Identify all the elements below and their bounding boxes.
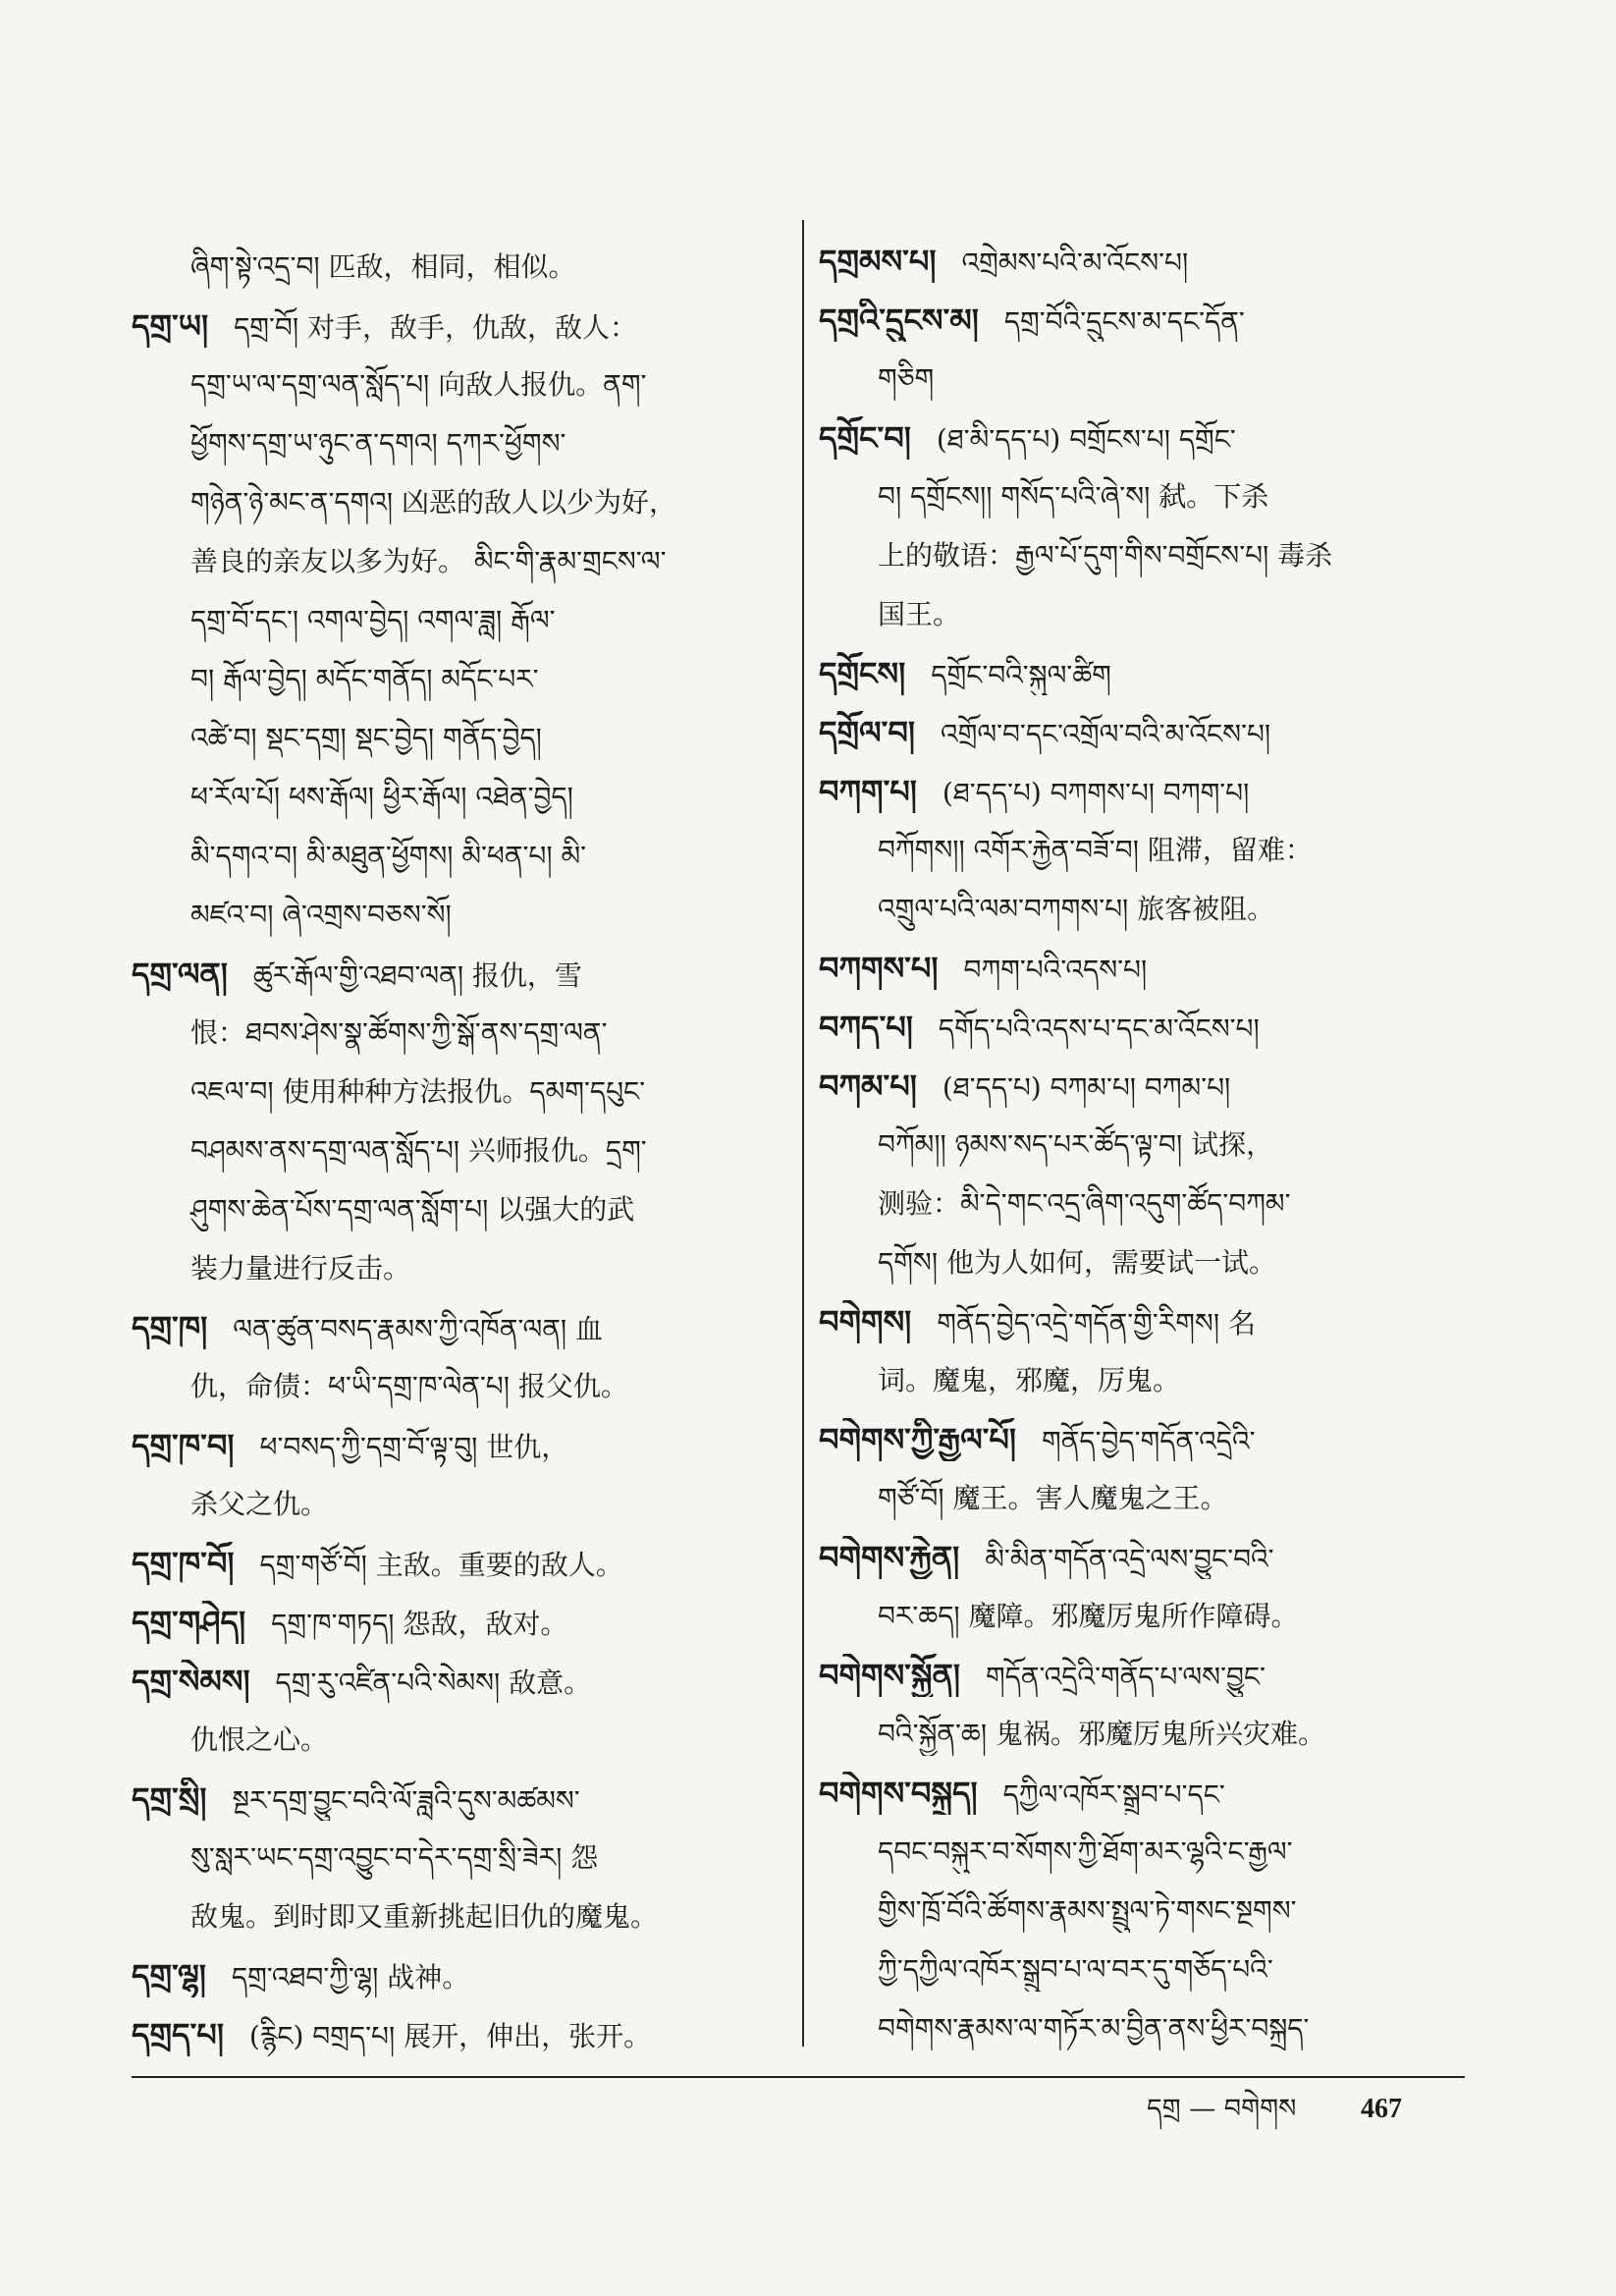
continuation-line [819, 475, 1479, 519]
continuation-line [132, 540, 780, 583]
definition-text: 上的敬语：རྒྱལ་པོ་དུག་གིས་བགྲོངས་པ། 毒杀 [878, 539, 1333, 572]
definition-text: འགྲོལ་བ་དང་འགྲོལ་བའི་མ་འོངས་པ། [940, 718, 1271, 750]
entry-line [819, 1654, 1479, 1697]
continuation-line [132, 1247, 780, 1290]
continuation-line [819, 1182, 1479, 1226]
definition-text: བའི་སྐྱོན་ཆ། 鬼祸。邪魔厉鬼所兴灾难。 [878, 1718, 1325, 1750]
entry-line [132, 1306, 780, 1349]
definition-text: ཕ་བསད་ཀྱི་དགྲ་བོ་ལྟ་བུ། 世仇， [259, 1431, 569, 1463]
entry-line [132, 1601, 780, 1644]
definition-text: བ། རྒོལ་བྱེད། མདོང་གནོད། མདོང་པར་ [190, 663, 539, 695]
definition-text: ཕ་རོལ་པོ། ཕས་རྒོལ། ཕྱིར་རྒོལ། འཐེན་བྱེད། [190, 781, 573, 813]
continuation-line [819, 888, 1479, 931]
left-column [132, 246, 780, 2072]
definition-text: (ཐ་དད་པ) བཀགས་པ། བཀག་པ། [942, 777, 1250, 809]
definition-text: གནོད་བྱེད་གདོན་འདྲེའི་ [1042, 1425, 1256, 1457]
definition-text: 词。魔鬼，邪魔，厉鬼。 [878, 1364, 1181, 1396]
entry-line [819, 1300, 1479, 1343]
entry-line [132, 1424, 780, 1467]
continuation-line [819, 1713, 1479, 1756]
headword: བགེགས་བསྐྲད། [819, 1775, 978, 1812]
definition-text: 仇，命债：ཕ་ཡི་དགྲ་ཁ་ལེན་པ། 报父仇。 [190, 1370, 628, 1402]
definition-text: དགོས། 他为人如何，需要试一试。 [878, 1246, 1276, 1279]
continuation-line [132, 246, 780, 289]
definition-text: སུ་སླར་ཡང་དགྲ་འབྱུང་བ་དེར་དགྲ་སྲི་ཟེར། 怨 [190, 1841, 599, 1874]
definition-text: བགེགས་རྣམས་ལ་གཏོར་མ་བྱིན་ནས་ཕྱིར་བསྐྲད་ [878, 2012, 1310, 2045]
definition-text: 恨：ཐབས་ཤེས་སྣ་ཚོགས་ཀྱི་སྒོ་ནས་དགྲ་ལན་ [190, 1016, 608, 1049]
headword: བཀག་པ། [819, 773, 917, 810]
continuation-line [819, 1948, 1479, 1992]
continuation-line [132, 658, 780, 701]
continuation-line [132, 1365, 780, 1408]
headword: བགེགས། [819, 1303, 912, 1340]
definition-text: འཚེ་བ། སྡང་དགྲ། སྡང་བྱེད། གནོད་བྱེད། [190, 722, 542, 754]
headword: བགེགས་རྐྱེན། [819, 1539, 960, 1576]
headword: དགྲམས་པ། [819, 243, 937, 280]
entry-line [819, 947, 1479, 990]
definition-text: གདོན་འདྲེའི་གནོད་པ་ལས་བྱུང་ [985, 1661, 1266, 1693]
column-divider [802, 220, 804, 2047]
continuation-line [819, 1477, 1479, 1520]
continuation-line [132, 1836, 780, 1880]
definition-text: མི་མིན་གདོན་འདྲེ་ལས་བྱུང་བའི་ [985, 1543, 1274, 1575]
continuation-line [132, 1129, 780, 1173]
definition-text: (ཐ་མི་དད་པ) བགྲོངས་པ། དགྲོང་ [936, 423, 1236, 456]
continuation-line [132, 1719, 780, 1762]
definition-text: བཀོགས།། འགོར་རྐྱེན་བཟོ་བ། 阻滞，留难： [878, 834, 1313, 866]
entry-line [819, 652, 1479, 695]
definition-text: དབང་བསྐུར་བ་སོགས་ཀྱི་ཐོག་མར་ལྷའི་ང་རྒྱལ་ [878, 1835, 1293, 1868]
entry-line [132, 2013, 780, 2056]
continuation-line [819, 2007, 1479, 2050]
continuation-line [132, 1070, 780, 1114]
definition-text: དགྲོང་བའི་སྐུལ་ཚིག [931, 659, 1111, 691]
definition-text: མཛའ་བ། ཞེ་འགྲས་བཅས་སོ། [190, 899, 452, 931]
definition-text: གྱིས་ཁྲོ་བོའི་ཚོགས་རྣམས་སྤྲུལ་ཏེ་གསང་སྔགས་ [878, 1894, 1297, 1927]
entry-line [132, 1660, 780, 1703]
definition-text: གཅིག [878, 362, 935, 395]
continuation-line [819, 1831, 1479, 1874]
definition-text: འགྲུལ་པའི་ལམ་བཀགས་པ། 旅客被阻。 [878, 893, 1275, 925]
headword: དགྲ་སྲི། [132, 1780, 207, 1818]
continuation-line [132, 1011, 780, 1055]
entry-line [132, 304, 780, 348]
continuation-line [132, 481, 780, 524]
definition-text: བཀག་པའི་འདས་པ། [963, 954, 1148, 986]
continuation-line [819, 534, 1479, 577]
headword: དགྲ་སེམས། [132, 1663, 250, 1700]
headword: དགྲོལ་བ། [819, 714, 915, 751]
definition-text: བཀོམ།། ཉམས་སད་པར་ཚོད་ལྟ་བ། 试探， [878, 1128, 1274, 1161]
definition-text: དགྲ་ཡ་ལ་དགྲ་ལན་སློད་པ། 向敌人报仇。ནག་ [190, 368, 647, 401]
continuation-line [132, 835, 780, 878]
entry-line [819, 711, 1479, 754]
definition-text: དགྲ་གཙོ་བོ། 主敌。重要的敌人。 [259, 1549, 623, 1581]
headword: བགེགས་ཀྱི་རྒྱལ་པོ། [819, 1421, 1016, 1458]
continuation-line [132, 1188, 780, 1231]
entry-line [132, 953, 780, 996]
entry-line [819, 1418, 1479, 1461]
headword: དགྲད་པ། [132, 2016, 224, 2053]
definition-text: ལན་ཚུན་བསད་རྣམས་ཀྱི་འཁོན་ལན། 血 [233, 1313, 604, 1345]
headword: བཀགས་པ། [819, 950, 939, 987]
continuation-line [132, 363, 780, 407]
definition-text: 国王。 [878, 598, 961, 630]
definition-text: 测验：མི་དེ་གང་འདྲ་ཞིག་འདུག་ཚོད་བཀམ་ [878, 1187, 1291, 1220]
continuation-line [132, 422, 780, 465]
definition-text: འགྲེམས་པའི་མ་འོངས་པ། [961, 246, 1189, 279]
continuation-line [132, 717, 780, 760]
headword: དགྲ་ལྷ། [132, 1957, 206, 1995]
page-number: 467 [1361, 2094, 1402, 2124]
continuation-line [132, 894, 780, 937]
definition-text: 善良的亲友以多为好。 མིང་གི་རྣམ་གྲངས་ལ་ [190, 545, 667, 577]
definition-text: 装力量进行反击。 [190, 1252, 411, 1285]
definition-text: གཙོ་བོ། 魔王。害人魔鬼之王。 [878, 1482, 1228, 1514]
headword: བཀམ་པ། [819, 1067, 917, 1105]
definition-text: བཤམས་ནས་དགྲ་ལན་སློད་པ། 兴师报仇。དྲག་ [190, 1134, 647, 1167]
definition-text: 杀父之仇。 [190, 1488, 329, 1520]
headword: དགྲ་ཁ་བ། [132, 1427, 235, 1464]
continuation-line [132, 776, 780, 819]
definition-text: དགྲ་ཁ་གཏད། 怨敌，敌对。 [271, 1608, 568, 1640]
definition-text: དགྲ་འཐབ་ཀྱི་ལྷ། 战神。 [231, 1961, 470, 1994]
continuation-line [819, 1123, 1479, 1167]
headword: དགྲའི་དྲུངས་མ། [819, 301, 979, 339]
continuation-line [132, 1483, 780, 1526]
definition-text: བར་ཆད། 魔障。邪魔厉鬼所作障碍。 [878, 1600, 1299, 1632]
entry-line [819, 1006, 1479, 1049]
definition-text: (ཐ་དད་པ) བཀམ་པ། བཀམ་པ། [942, 1071, 1231, 1104]
entry-line [819, 299, 1479, 342]
headword: དགྲ་གཤེད། [132, 1604, 246, 1641]
continuation-line [819, 829, 1479, 872]
definition-text: ཀྱི་དཀྱིལ་འཁོར་སྒྲུབ་པ་ལ་བར་དུ་གཅོད་པའི་ [878, 1953, 1273, 1986]
headword: དགྲ་ཡ། [132, 307, 209, 345]
entry-line [132, 1777, 780, 1821]
headword: དགྲ་ཁ་བོ། [132, 1545, 235, 1582]
headword: དགྲོང་བ། [819, 419, 911, 457]
continuation-line [819, 1241, 1479, 1285]
continuation-line [819, 1359, 1479, 1402]
entry-line [819, 770, 1479, 813]
definition-text: བ། དགྲོངས།། གསོད་པའི་ཞེ་ས། 弑。下杀 [878, 480, 1269, 513]
definition-text: 敌鬼。到时即又重新挑起旧仇的魔鬼。 [190, 1900, 659, 1933]
definition-text: ཤུགས་ཆེན་པོས་དགྲ་ལན་སློག་པ། 以强大的武 [190, 1193, 635, 1226]
entry-line [819, 240, 1479, 283]
definition-text: གནོད་བྱེད་འདྲེ་གདོན་གྱི་རིགས། 名 [937, 1307, 1256, 1339]
definition-text: མི་དགའ་བ། མི་མཐུན་ཕྱོགས། མི་ཕན་པ། མི་ [190, 840, 587, 872]
definition-text: དཀྱིལ་འཁོར་སྒྲུབ་པ་དང་ [1002, 1778, 1225, 1811]
running-head: དགྲ — བགེགས [1147, 2094, 1297, 2124]
definition-text: དགྲ་བོ་དང་། འགལ་བྱེད། འགལ་ཟླ། རྒོལ་ [190, 604, 556, 636]
continuation-line [819, 357, 1479, 401]
definition-text: དགྲ་རུ་འཛིན་པའི་སེམས། 敌意。 [275, 1667, 592, 1699]
definition-text: སྔར་དགྲ་བྱུང་བའི་ལོ་ཟླའི་དུས་མཚམས་ [232, 1784, 580, 1817]
definition-text: ཚུར་རྒོལ་གྱི་འཐབ་ལན། 报仇，雪 [252, 959, 582, 992]
definition-text: གཉེན་ཉེ་མང་ན་དགའ། 凶恶的敌人以少为好， [190, 486, 677, 519]
definition-text: ཕྱོགས་དགྲ་ཡ་ཉུང་ན་དགའ། དཀར་ཕྱོགས་ [190, 427, 566, 460]
continuation-line [819, 593, 1479, 636]
definition-text: དགྲ་བོའི་དྲུངས་མ་དང་དོན་ [1003, 305, 1245, 338]
continuation-line [132, 599, 780, 642]
entry-line [819, 1536, 1479, 1579]
definition-text: དགྲ་བོ། 对手，敌手，仇敌，敌人： [234, 311, 637, 344]
entry-line [819, 1065, 1479, 1108]
headword: བཀད་པ། [819, 1009, 913, 1046]
continuation-line [132, 1895, 780, 1939]
definition-text: 仇恨之心。 [190, 1723, 329, 1756]
continuation-line [819, 1595, 1479, 1638]
definition-text: ཞིག་སྟེ་འདྲ་བ། 匹敌，相同，相似。 [190, 250, 576, 283]
headword: དགྲོངས། [819, 655, 906, 692]
entry-line [819, 1772, 1479, 1815]
entry-line [132, 1542, 780, 1585]
entry-line [819, 416, 1479, 460]
definition-text: (རྙིང) བགྲད་པ། 展开，伸出，张开。 [248, 2020, 652, 2052]
entry-line [132, 1954, 780, 1997]
headword: དགྲ་ལན། [132, 956, 228, 993]
headword: བགེགས་སྐྱོན། [819, 1657, 960, 1694]
definition-text: འཇལ་བ། 使用种种方法报仇。དམག་དཔུང་ [190, 1075, 646, 1108]
right-column [819, 240, 1479, 2066]
definition-text: དགོད་པའི་འདས་པ་དང་མ་འོངས་པ། [938, 1012, 1260, 1045]
headword: དགྲ་ཁ། [132, 1309, 208, 1346]
continuation-line [819, 1889, 1479, 1933]
footer-rule [132, 2076, 1465, 2078]
